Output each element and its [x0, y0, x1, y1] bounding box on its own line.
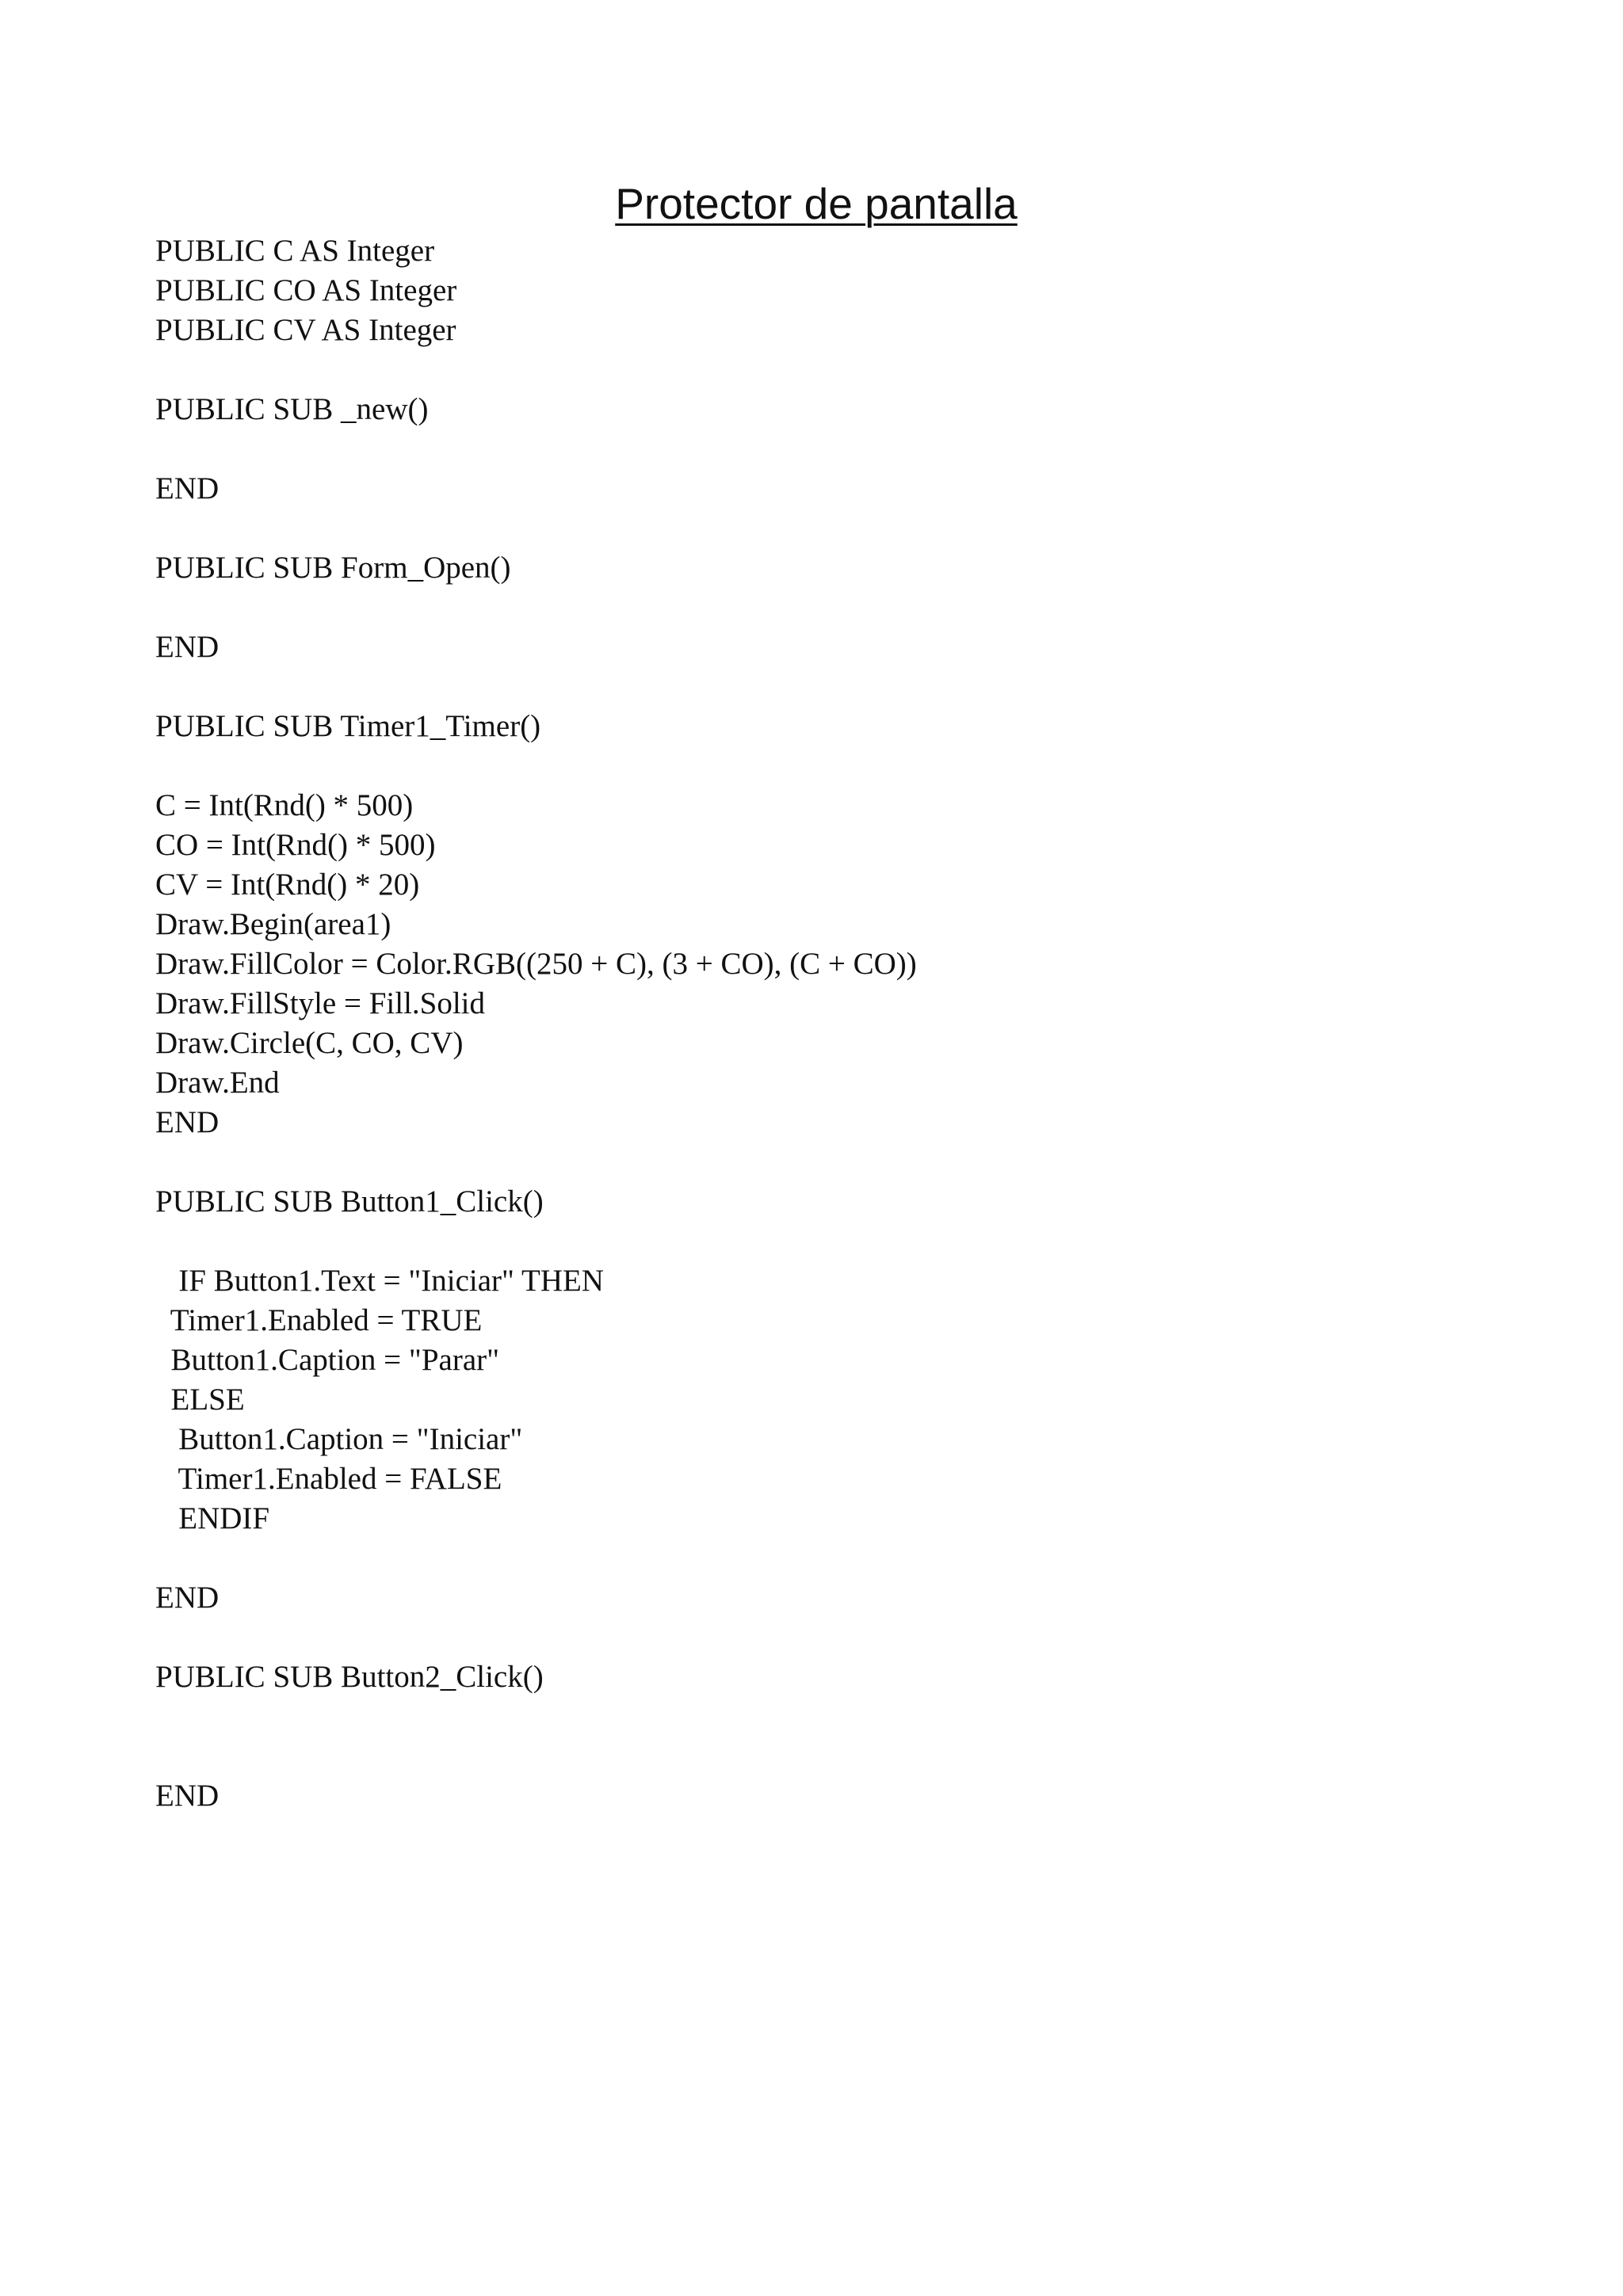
code-line: Draw.FillStyle = Fill.Solid	[155, 986, 486, 1020]
code-line: PUBLIC SUB Timer1_Timer()	[155, 709, 541, 743]
code-line: PUBLIC SUB Button1_Click()	[155, 1184, 544, 1219]
code-line: END	[155, 471, 220, 505]
code-line: Button1.Caption = "Iniciar"	[155, 1422, 523, 1456]
code-line: END	[155, 1779, 220, 1813]
code-line	[155, 350, 917, 390]
code-line: END	[155, 1581, 220, 1615]
code-line: Draw.FillColor = Color.RGB((250 + C), (3 + CO), (C + CO))	[155, 947, 917, 981]
code-line	[155, 1222, 917, 1261]
code-line	[155, 1539, 917, 1578]
code-line: Timer1.Enabled = TRUE	[155, 1303, 483, 1337]
code-line: END	[155, 630, 220, 664]
code-line: PUBLIC CV AS Integer	[155, 313, 456, 347]
code-line: Timer1.Enabled = FALSE	[155, 1462, 502, 1496]
code-line	[155, 429, 917, 469]
code-line: Draw.End	[155, 1066, 280, 1100]
code-line: PUBLIC SUB _new()	[155, 392, 429, 426]
code-line	[155, 1618, 917, 1657]
code-line	[155, 1697, 917, 1737]
code-line: CO = Int(Rnd() * 500)	[155, 828, 436, 862]
code-line: CV = Int(Rnd() * 20)	[155, 868, 420, 902]
code-line	[155, 588, 917, 627]
code-line: Draw.Circle(C, CO, CV)	[155, 1026, 464, 1060]
code-line: PUBLIC C AS Integer	[155, 234, 435, 268]
code-line: Button1.Caption = "Parar"	[155, 1343, 500, 1377]
code-line: END	[155, 1105, 220, 1139]
code-line: ELSE	[155, 1383, 245, 1417]
code-line: PUBLIC CO AS Integer	[155, 273, 457, 307]
code-line: C = Int(Rnd() * 500)	[155, 788, 414, 822]
page-title: Protector de pantalla	[615, 179, 1018, 228]
code-line	[155, 746, 917, 786]
code-line: PUBLIC SUB Button2_Click()	[155, 1660, 544, 1694]
code-line: ENDIF	[155, 1501, 270, 1535]
code-line	[155, 1737, 917, 1776]
code-line: Draw.Begin(area1)	[155, 907, 391, 941]
code-line: IF Button1.Text = "Iniciar" THEN	[155, 1264, 604, 1298]
code-line	[155, 1142, 917, 1182]
code-line: PUBLIC SUB Form_Open()	[155, 551, 511, 585]
code-listing	[155, 231, 917, 1816]
code-line	[155, 509, 917, 548]
code-line	[155, 667, 917, 707]
